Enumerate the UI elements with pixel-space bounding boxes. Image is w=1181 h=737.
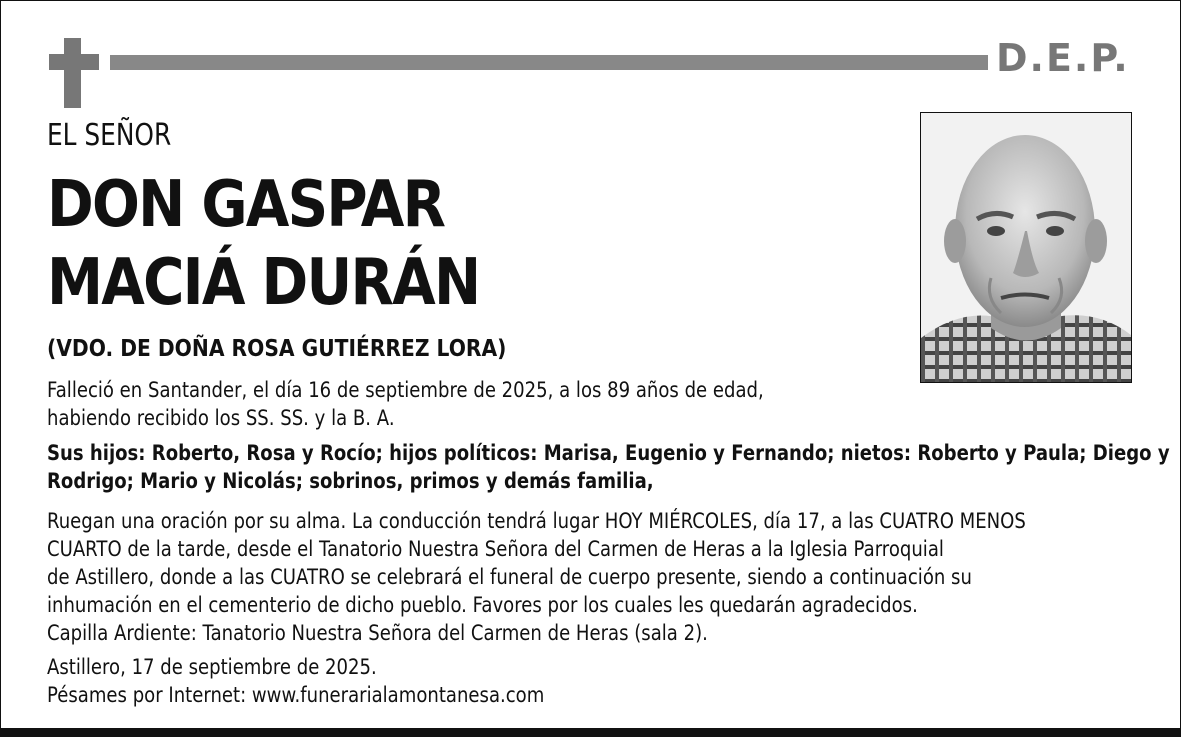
- bottom-bar: [0, 728, 1181, 737]
- death-notice-line2: habiendo recibido los SS. SS. y la B. A.: [47, 406, 395, 430]
- honorific: EL SEÑOR: [47, 118, 172, 153]
- portrait-photo-image: [921, 113, 1131, 382]
- ceremony-line2: CUARTO de la tarde, desde el Tanatorio Nuestra Señora del Carmen de Heras a la Iglesia Parroquial: [47, 537, 944, 561]
- deceased-name-line1: DON GASPAR: [47, 168, 445, 242]
- place-date: Astillero, 17 de septiembre de 2025.: [47, 655, 377, 679]
- family-line1: Sus hijos: Roberto, Rosa y Rocío; hijos políticos: Marisa, Eugenio y Fernando; nietos: Roberto y Paula; Diego y: [47, 441, 1170, 465]
- dep-label: D.E.P.: [996, 36, 1130, 80]
- widow-of: (VDO. DE DOÑA ROSA GUTIÉRREZ LORA): [47, 336, 507, 362]
- condolences-website: Pésames por Internet: www.funerarialamontanesa.com: [47, 683, 545, 707]
- portrait-photo: [920, 112, 1132, 383]
- deceased-name-line2: MACIÁ DURÁN: [47, 246, 480, 320]
- ceremony-line4: inhumación en el cementerio de dicho pueblo. Favores por los cuales les quedarán agradecidos.: [47, 593, 918, 617]
- ceremony-line5: Capilla Ardiente: Tanatorio Nuestra Señora del Carmen de Heras (sala 2).: [47, 621, 708, 645]
- cross-icon: [49, 38, 99, 108]
- header-rule: [110, 55, 988, 70]
- ceremony-line1: Ruegan una oración por su alma. La conducción tendrá lugar HOY MIÉRCOLES, día 17, a las CUATRO MENOS: [47, 509, 1026, 533]
- ceremony-line3: de Astillero, donde a las CUATRO se celebrará el funeral de cuerpo presente, siendo a continuación su: [47, 565, 972, 589]
- death-notice-line1: Falleció en Santander, el día 16 de septiembre de 2025, a los 89 años de edad,: [47, 378, 764, 402]
- family-line2: Rodrigo; Mario y Nicolás; sobrinos, primos y demás familia,: [47, 469, 654, 493]
